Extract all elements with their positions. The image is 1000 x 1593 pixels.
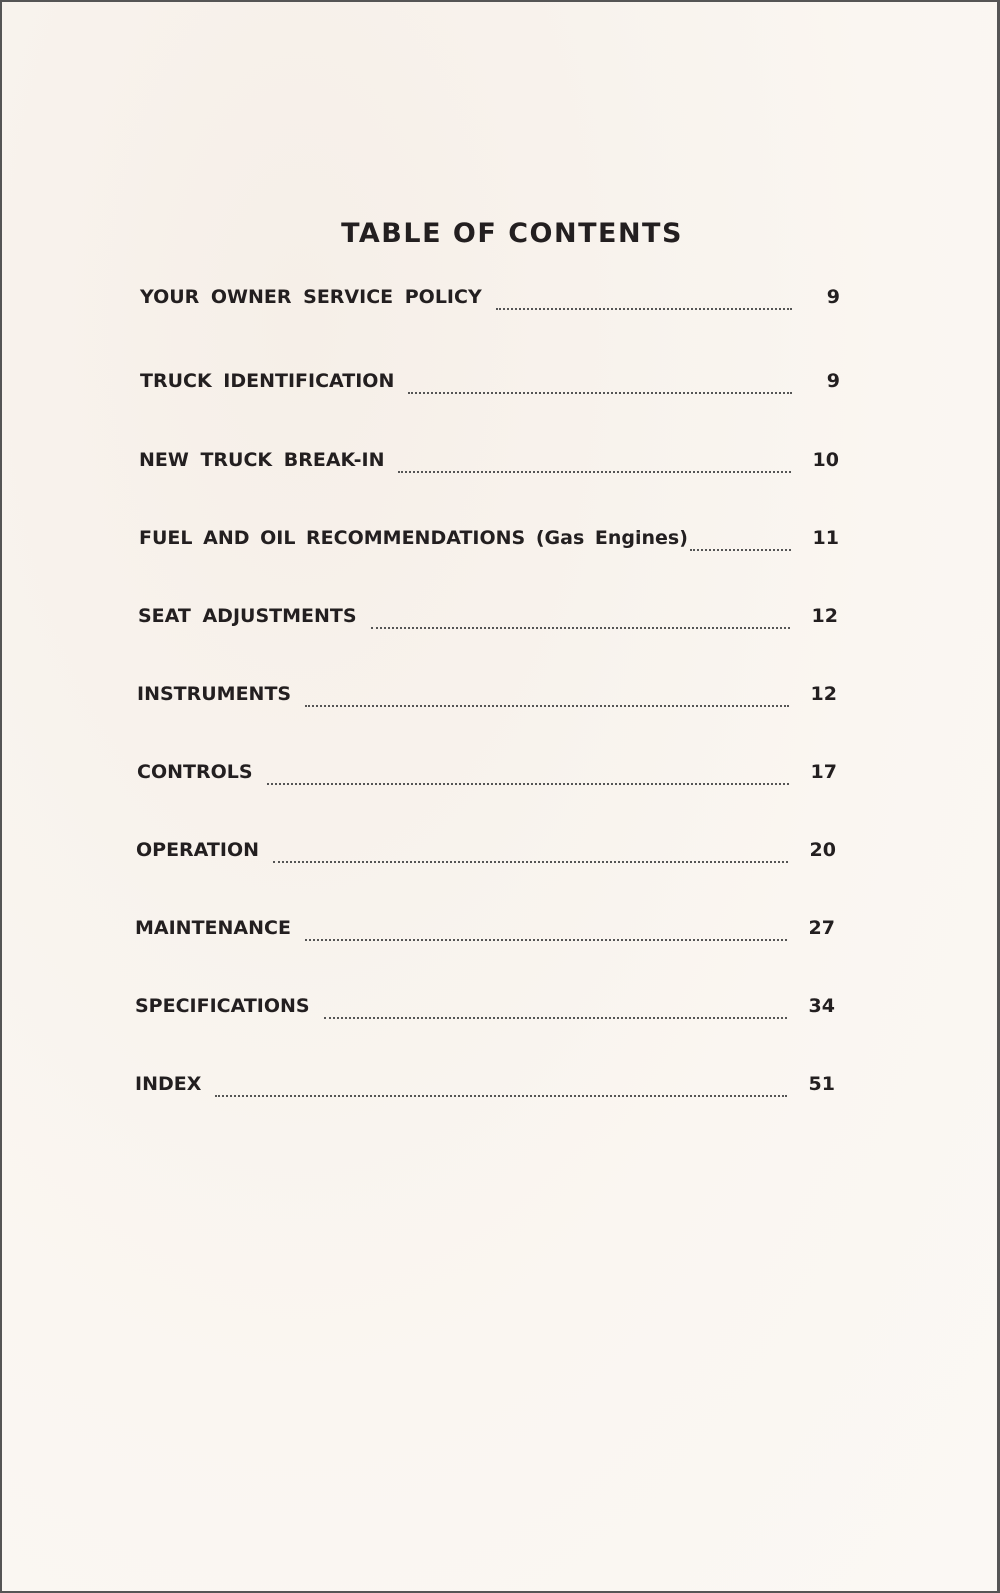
dot-leader (215, 1095, 787, 1097)
toc-entry (137, 683, 837, 713)
toc-entry-label: SEAT ADJUSTMENTS (138, 605, 357, 627)
toc-entry-page: 17 (810, 761, 837, 783)
dot-leader (324, 1017, 787, 1019)
toc-entry-page: 11 (812, 527, 839, 549)
toc-entry-page: 51 (808, 1073, 835, 1095)
dot-leader (398, 471, 791, 473)
dot-leader (305, 705, 789, 707)
toc-entry (139, 527, 839, 557)
toc-entry-page: 20 (809, 839, 836, 861)
toc-entry-label: CONTROLS (137, 761, 253, 783)
toc-entry (139, 449, 839, 479)
dot-leader (408, 392, 792, 394)
toc-entry-page: 9 (826, 286, 840, 308)
toc-entry-page: 10 (812, 449, 839, 471)
dot-leader (496, 308, 792, 310)
toc-entry-label: YOUR OWNER SERVICE POLICY (140, 286, 482, 308)
toc-entry-label-group (139, 527, 688, 549)
dot-leader (690, 549, 791, 551)
dot-leader (267, 783, 789, 785)
toc-entry-page: 27 (808, 917, 835, 939)
toc-entry (140, 286, 840, 316)
toc-entry-page: 9 (826, 370, 840, 392)
dot-leader (371, 627, 790, 629)
toc-entry-page: 12 (810, 683, 837, 705)
toc-entry (135, 917, 835, 947)
toc-entry-label: MAINTENANCE (135, 917, 291, 939)
toc-entry (135, 1073, 835, 1103)
toc-entry (140, 370, 840, 400)
toc-entry-label: FUEL AND OIL RECOMMENDATIONS (139, 527, 526, 549)
toc-entry (137, 761, 837, 791)
toc-entry-label: TRUCK IDENTIFICATION (140, 370, 395, 392)
toc-entry-label: OPERATION (136, 839, 259, 861)
toc-entry-page: 34 (808, 995, 835, 1017)
page-title: TABLE OF CONTENTS (341, 218, 683, 249)
toc-entry-label: INSTRUMENTS (137, 683, 292, 705)
dot-leader (273, 861, 788, 863)
toc-entry-label: SPECIFICATIONS (135, 995, 310, 1017)
toc-entry (136, 839, 836, 869)
toc-entry-label-suffix: (Gas Engines) (535, 527, 688, 549)
toc-entry-label: INDEX (135, 1073, 202, 1095)
document-page (2, 2, 997, 1591)
toc-entry-label: NEW TRUCK BREAK-IN (139, 449, 385, 471)
toc-entry (135, 995, 835, 1025)
dot-leader (305, 939, 787, 941)
toc-entry (138, 605, 838, 635)
toc-entry-page: 12 (811, 605, 838, 627)
